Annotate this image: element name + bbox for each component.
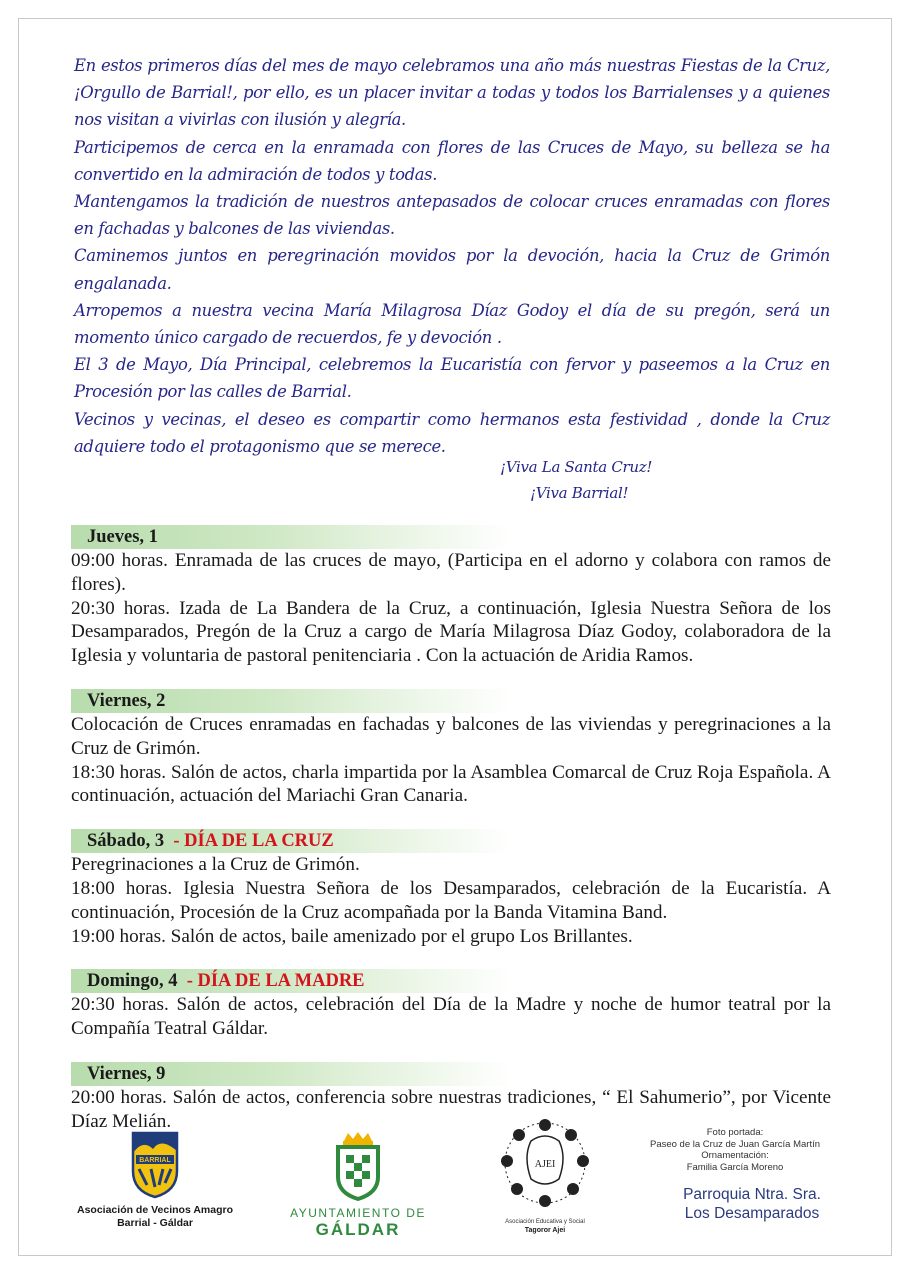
tagoror-block [490,1117,600,1235]
intro-paragraph: Arropemos a nuestra vecina María Milagrosa Díaz Godoy el día de su pregón, será un momento único cargado de recuerdos, fe y devoción . [74,300,830,348]
event-line: 20:00 horas. Salón de actos, conferencia sobre nuestras tradiciones, “ El Sahumerio”, por Vicente Díaz Melián. [71,1086,831,1132]
day-sabado-3 [71,829,831,948]
day-viernes-2 [71,689,831,808]
parroquia-line: Parroquia Ntra. Sra. [683,1186,821,1203]
day-viernes-9 [71,1062,831,1134]
intro-letter [74,52,830,460]
parroquia-line: Los Desamparados [684,1205,820,1222]
tagoror-subtitle: Asociación Educativa y Social [505,1219,585,1225]
ayuntamiento-shield-icon [334,1131,382,1201]
day-label: Viernes, 9 [87,1063,166,1084]
day-jueves-1 [71,525,831,668]
asociacion-crest-icon [129,1127,181,1199]
viva-santa-cruz: ¡Viva La Santa Cruz! [500,458,653,476]
credit-line: Foto portada: [706,1127,764,1138]
tagoror-logo-text: AJEI [534,1159,556,1170]
photo-credits [630,1127,840,1173]
special-day-label: - DÍA DE LA CRUZ [173,831,334,852]
credit-line: Familia García Moreno [686,1161,784,1173]
intro-paragraph: Participemos de cerca en la enramada con flores de las Cruces de Mayo, su belleza se ha convertido en la admiración de todos y todas. [74,137,830,184]
special-day-label: - DÍA DE LA MADRE [186,971,365,992]
tagoror-name: Tagoror Ajei [524,1227,566,1234]
day-label: Viernes, 2 [87,690,166,711]
day-header [71,829,512,853]
event-line: Colocación de Cruces enramadas en fachadas y balcones de las viviendas y peregrinaciones a la Cruz de Grimón. [71,713,831,759]
intro-paragraph: En estos primeros días del mes de mayo celebramos una año más nuestras Fiestas de la Cruz, ¡Orgullo de Barrial!, por ello, es un placer invitar a todas y todos los Barrialenses y a quienes nos visitan a vivirlas con ilusión y alegría. [74,56,830,130]
tagoror-ajei-icon [501,1117,589,1213]
asociacion-location: Barrial - Gáldar [117,1217,193,1229]
day-header [71,689,512,713]
event-line: 18:00 horas. Iglesia Nuestra Señora de los Desamparados, celebración de la Eucaristía. A continuación, Procesión de la Cruz acompañada por la Banda Vitamina Band. [71,877,831,923]
day-label: Sábado, 3 [87,831,165,852]
ayuntamiento-label: AYUNTAMIENTO DE [290,1206,426,1220]
day-domingo-4 [71,969,831,1041]
parroquia-name [652,1185,852,1223]
intro-paragraph: Vecinos y vecinas, el deseo es compartir como hermanos esta festividad , donde la Cruz adquiere todo el protagonismo que se merece. [74,409,830,456]
intro-paragraph: El 3 de Mayo, Día Principal, celebremos la Eucaristía con fervor y paseemos a la Cruz en Procesión por las calles de Barrial. [74,355,830,402]
event-line: Peregrinaciones a la Cruz de Grimón. [71,854,360,876]
day-label: Domingo, 4 [87,971,178,992]
day-label: Jueves, 1 [87,527,158,547]
asociacion-name: Asociación de Vecinos Amagro [77,1204,233,1216]
day-header [71,525,512,549]
event-line: 20:30 horas. Izada de La Bandera de la Cruz, a continuación, Iglesia Nuestra Señora de los Desamparados, Pregón de la Cruz a cargo de María Milagrosa Díaz Godoy, colaboradora de la Iglesia y voluntaria de pastoral penitenciaria . Con la actuación de Aridia Ramos. [71,597,831,667]
asociacion-vecinos-block [60,1127,250,1230]
event-line: 20:30 horas. Salón de actos, celebración del Día de la Madre y noche de humor teatral por la Compañía Teatral Gáldar. [71,994,831,1040]
viva-barrial: ¡Viva Barrial! [530,484,629,502]
schedule [71,525,831,1155]
event-line: 09:00 horas. Enramada de las cruces de mayo, (Participa en el adorno y colabora con ramos de flores). [71,550,831,595]
asociacion-logo-text: BARRIAL [139,1157,171,1164]
credit-line: Paseo de la Cruz de Juan García Martín [649,1138,821,1150]
intro-paragraph: Mantengamos la tradición de nuestros antepasados de colocar cruces enramadas con flores en fachadas y balcones de las viviendas. [74,192,830,239]
day-header [71,969,512,993]
credit-line: Ornamentación: [701,1150,769,1161]
ayuntamiento-block [283,1131,433,1240]
ayuntamiento-city: GÁLDAR [315,1220,401,1239]
intro-paragraph: Caminemos juntos en peregrinación movidos por la devoción, hacia la Cruz de Grimón engalanada. [74,246,830,293]
day-header [71,1062,512,1086]
event-line: 18:30 horas. Salón de actos, charla impartida por la Asamblea Comarcal de Cruz Roja Española. A continuación, actuación del Mariachi Gran Canaria. [71,761,831,807]
footer [0,1125,912,1245]
event-line: 19:00 horas. Salón de actos, baile amenizado por el grupo Los Brillantes. [71,925,633,947]
